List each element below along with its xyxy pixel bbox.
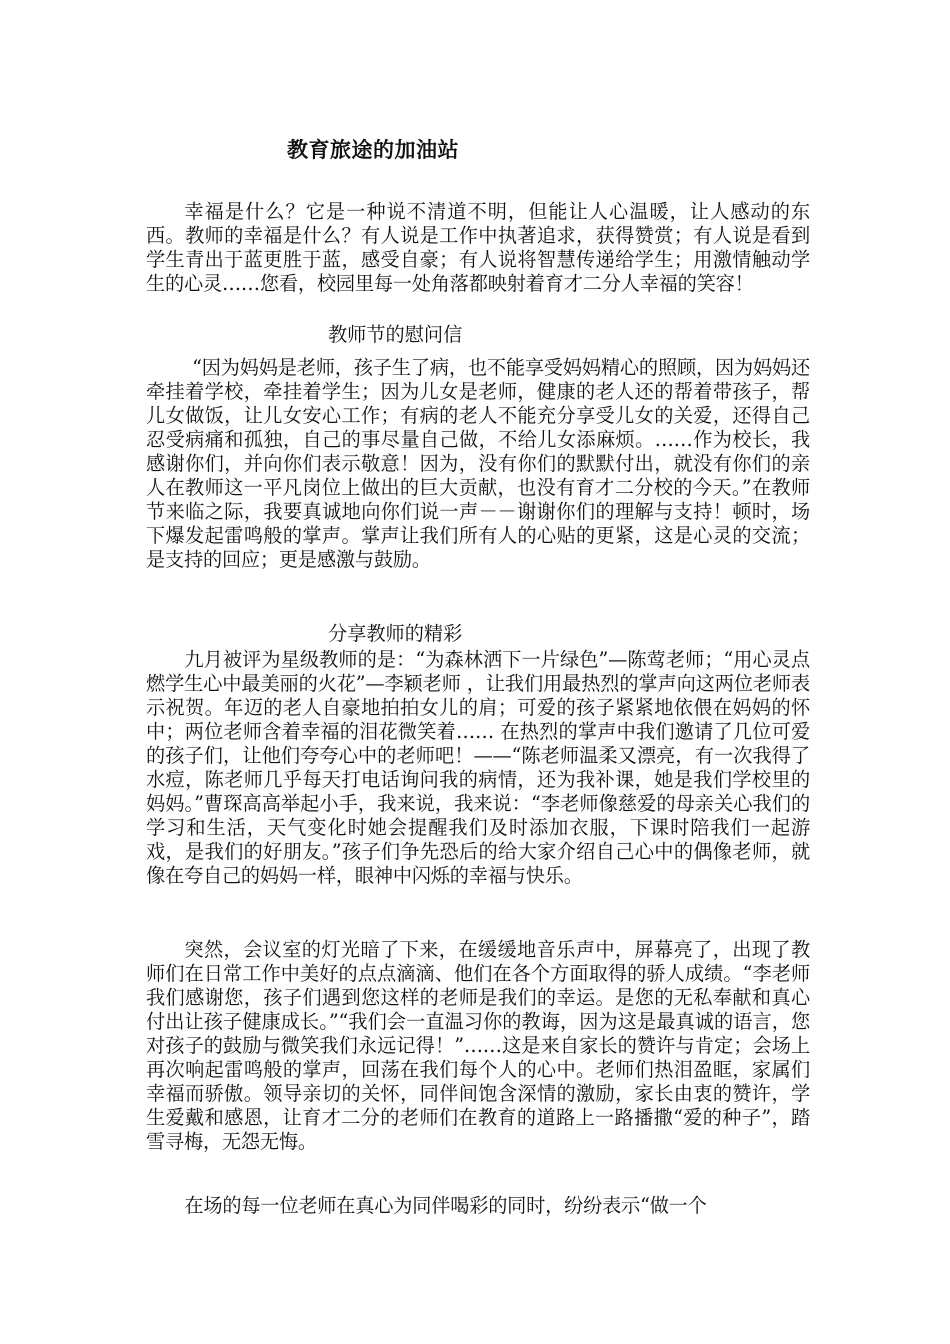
letter-paragraph: “因为妈妈是老师，孩子生了病，也不能享受妈妈精心的照顾，因为妈妈还牵挂着学校，牵挂着学生；因为儿女是老师，健康的老人还的帮着带孩子，帮儿女做饭，让儿女安心工作；有病的老人不能充分享受儿女的关爱，还得自己忍受病痛和孤独，自己的事尽量自己做，不给儿女添麻烦。……作为校长，我感谢你们，并向你们表示敬意！因为，没有你们的默默付出，就没有你们的亲人在教师这一平凡岗位上做出的巨大贡献，也没有育才二分校的今天。”在教师节来临之际，我要真诚地向你们说一声－－谢谢你们的理解与支持！顿时，场下爆发起雷鸣般的掌声。掌声让我们所有人的心贴的更紧，这是心灵的交流；是支持的回应；更是感激与鼓励。 [146,356,810,571]
subheading-condolence-letter: 教师节的慰问信 [328,323,463,346]
star-teacher-paragraph: 九月被评为星级教师的是：“为森林洒下一片绿色”—陈莺老师；“用心灵点燃学生心中最美丽的火花”—李颖老师 ，让我们用最热烈的掌声向这两位老师表示祝贺。年迈的老人自豪地拍拍女儿的肩；可爱的孩子紧紧地依偎在妈妈的怀中；两位老师含着幸福的泪花微笑着…… 在热烈的掌声中我们邀请了几位可爱的孩子们，让他们夸夸心中的老师吧！——“陈老师温柔又漂亮，有一次我得了水痘，陈老师几乎每天打电话询问我的病情，还为我补课，她是我们学校里的妈妈。”曹琛高高举起小手，我来说，我来说：“李老师像慈爱的母亲关心我们的学习和生活，天气变化时她会提醒我们及时添加衣服，下课时陪我们一起游戏，是我们的好朋友。”孩子们争先恐后的给大家介绍自己心中的偶像老师，就像在夸自己的妈妈一样，眼神中闪烁的幸福与快乐。 [146,648,810,887]
closing-paragraph: 在场的每一位老师在真心为同伴喝彩的同时，纷纷表示“做一个 [184,1194,707,1217]
subheading-share-teacher: 分享教师的精彩 [328,622,463,645]
intro-paragraph: 幸福是什么？它是一种说不清道不明，但能让人心温暖，让人感动的东西。教师的幸福是什么？有人说是工作中执著追求，获得赞赏；有人说是看到学生青出于蓝更胜于蓝，感受自豪；有人说将智慧传递给学生；用激情触动学生的心灵……您看，校园里每一处角落都映射着育才二分人幸福的笑容！ [146,200,810,295]
video-paragraph: 突然，会议室的灯光暗了下来，在缓缓地音乐声中，屏幕亮了，出现了教师们在日常工作中美好的点点滴滴、他们在各个方面取得的骄人成绩。“李老师我们感谢您，孩子们遇到您这样的老师是我们的幸运。是您的无私奉献和真心付出让孩子健康成长。”“我们会一直温习你的教诲，因为这是最真诚的语言，您对孩子的鼓励与微笑我们永远记得！”……这是来自家长的赞许与肯定；会场上再次响起雷鸣般的掌声，回荡在我们每个人的心中。老师们热泪盈眶，家属们幸福而骄傲。领导亲切的关怀，同伴间饱含深情的激励，家长由衷的赞许，学生爱戴和感恩，让育才二分的老师们在教育的道路上一路播撒“爱的种子”，踏雪寻梅，无怨无悔。 [146,938,810,1153]
document-title: 教育旅途的加油站 [287,138,459,162]
